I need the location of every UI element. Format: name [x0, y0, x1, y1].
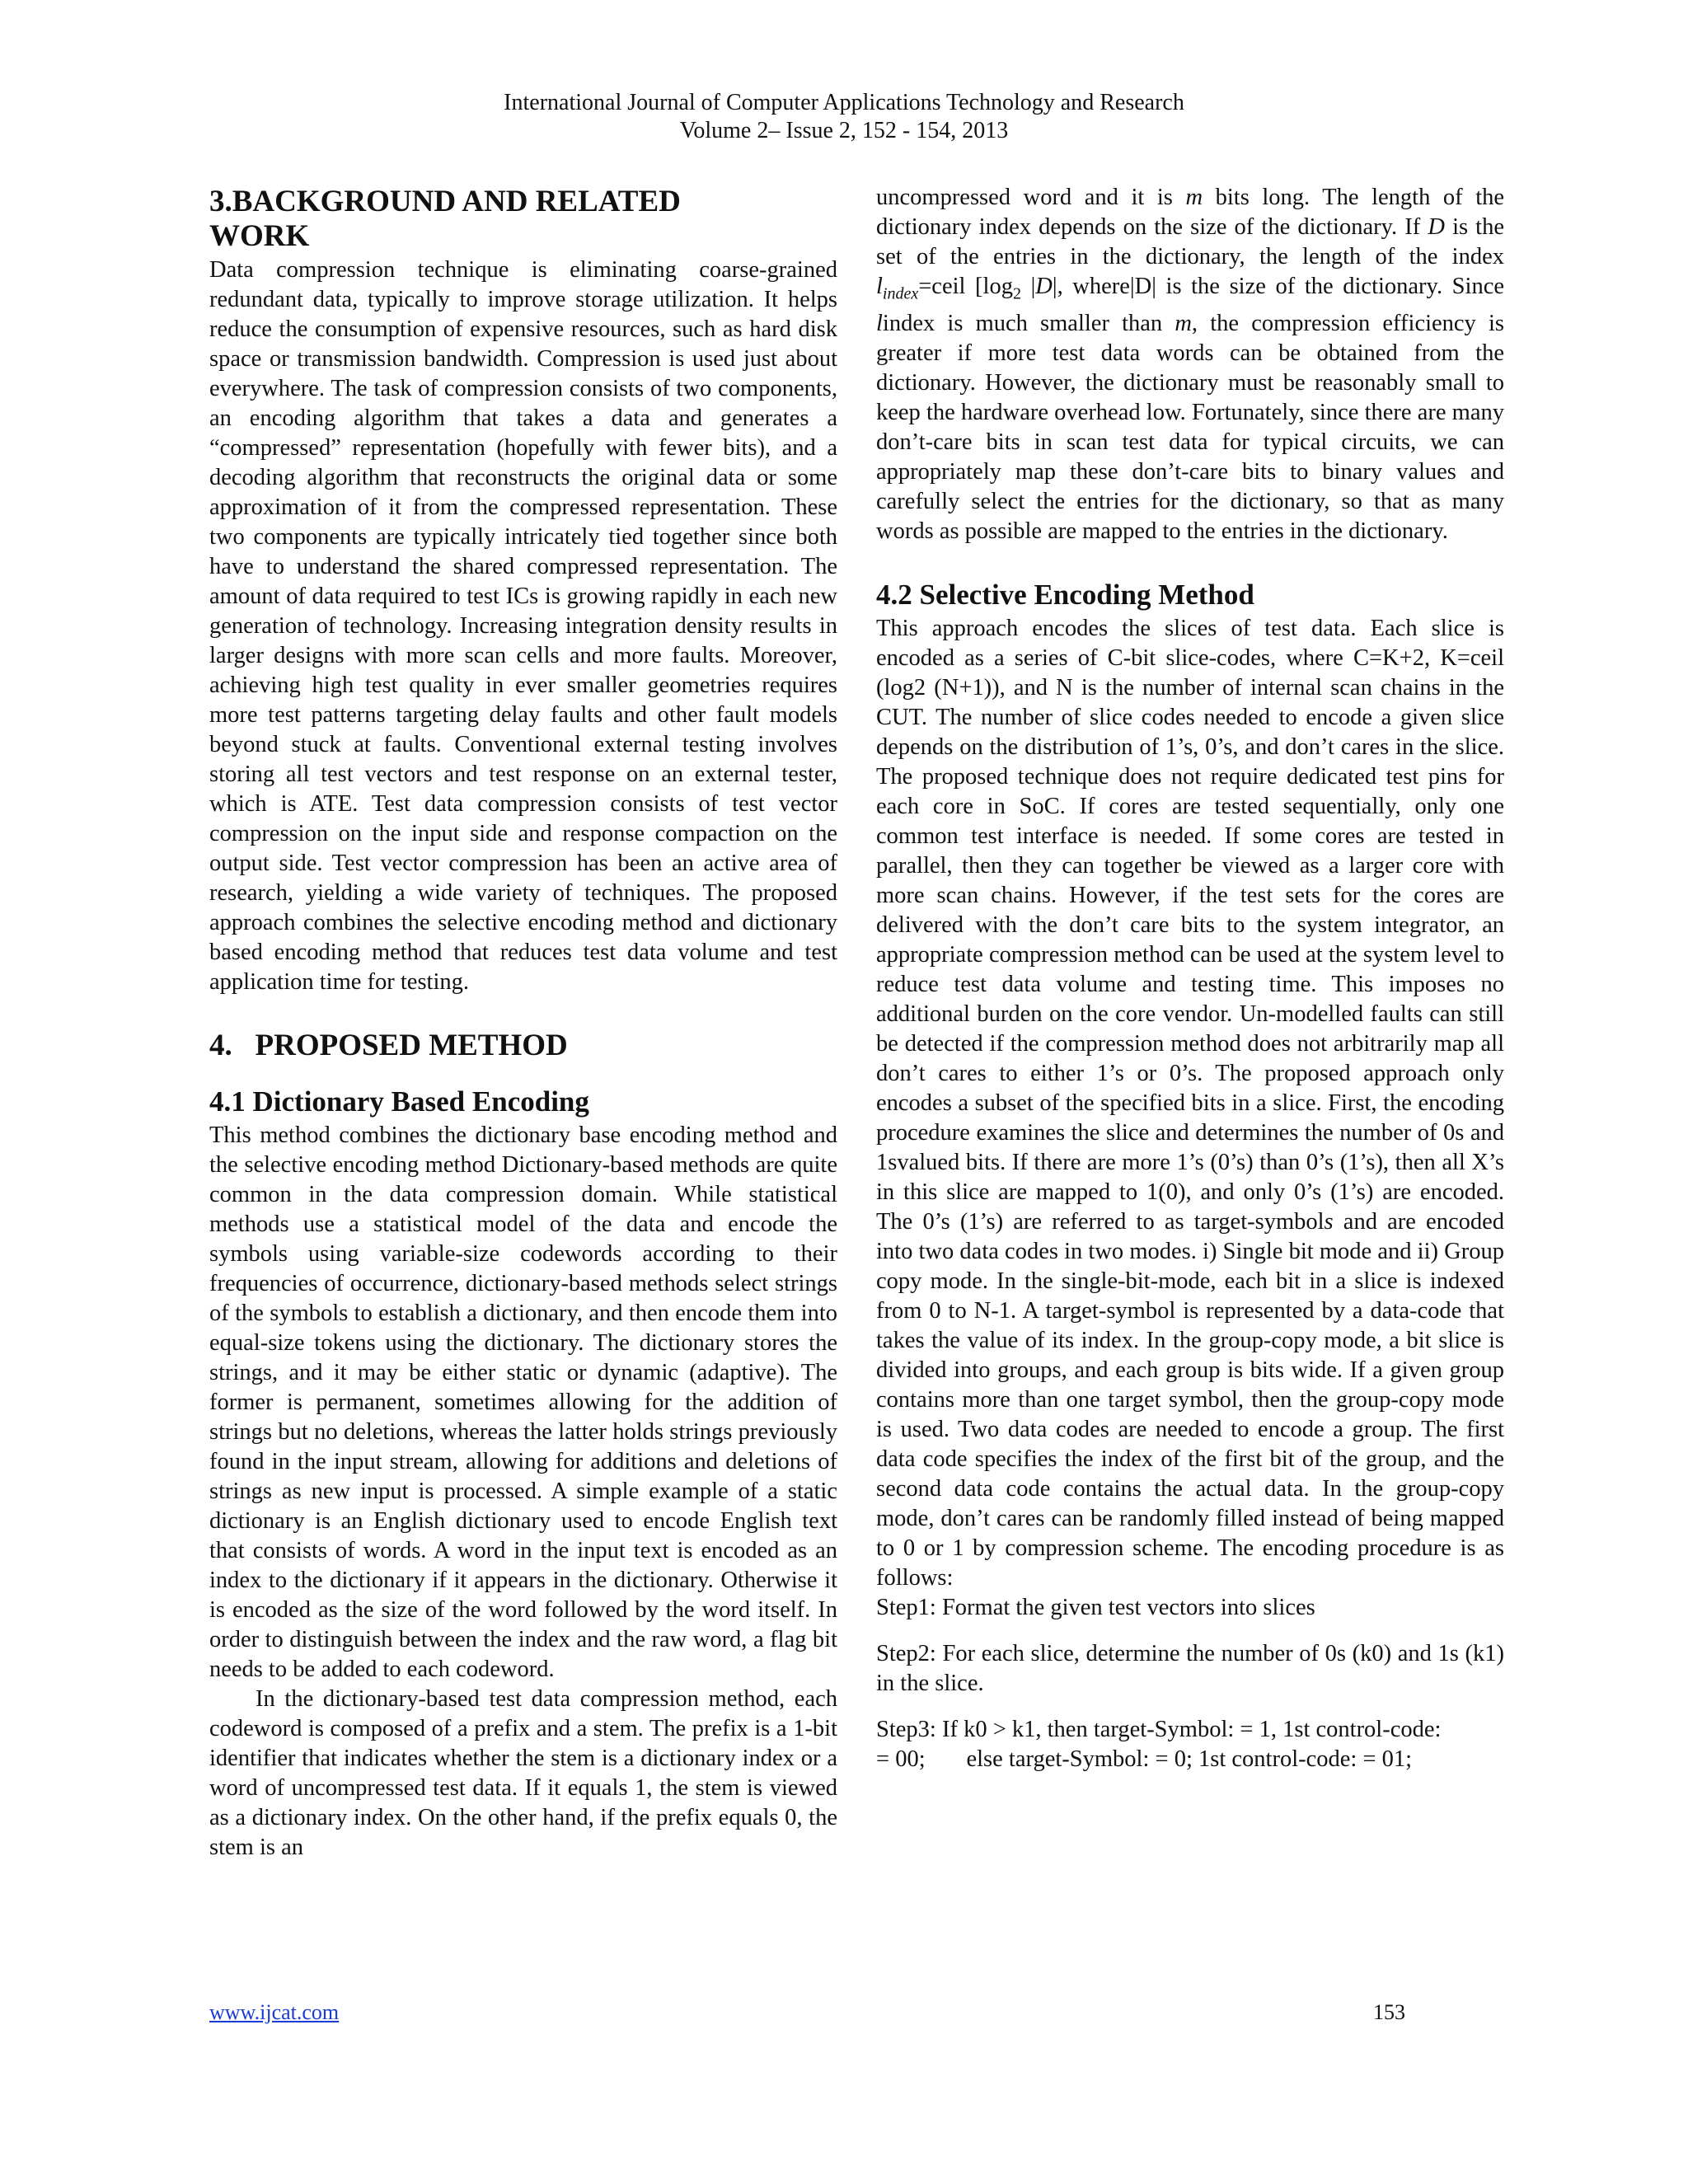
- website-link[interactable]: www.ijcat.com: [209, 2000, 340, 2024]
- page-header: [0, 89, 1688, 145]
- left-column: [209, 183, 837, 1863]
- dictionary-paragraph-1: This method combines the dictionary base encoding method and the selective encoding method Dictionary-based methods are quite common in the data compression domain. While statistical methods use a statistical model of the data and encode the symbols using variable-size codewords according to their frequencies of occurrence, dictionary-based methods select strings of the symbols to establish a dictionary, and then encode them into equal-size tokens using the dictionary. The dictionary stores the strings, and it may be either static or dynamic (adaptive). The former is permanent, sometimes allowing for the addition of strings but no deletions, whereas the latter holds strings previously found in the input stream, allowing for additions and deletions of strings as new input is processed. A simple example of a static dictionary is an English dictionary used to encode English text that consists of words. A word in the input text is encoded as an index to the dictionary if it appears in the dictionary. Otherwise it is encoded as the size of the word followed by the word itself. In order to distinguish between the index and the raw word, a flag bit needs to be added to each codeword.: [209, 1122, 837, 1682]
- right-column: [876, 183, 1504, 1774]
- section-heading-proposed-method: 4. PROPOSED METHOD: [209, 1029, 568, 1062]
- journal-volume: Volume 2– Issue 2, 152 - 154, 2013: [679, 118, 1009, 143]
- subsection-heading-dictionary: 4.1 Dictionary Based Encoding: [209, 1085, 589, 1118]
- dictionary-paragraph-2: In the dictionary-based test data compression method, each codeword is composed of a prefix and a stem. The prefix is a 1-bit identifier that indicates whether the stem is a dictionary index or a word of uncompressed test data. If it equals 1, the stem is viewed as a dictionary index. On the other hand, if the prefix equals 0, the stem is an: [209, 1686, 837, 1860]
- section-heading-background: 3.BACKGROUND AND RELATED WORK: [209, 185, 681, 253]
- background-paragraph: Data compression technique is eliminating coarse-grained redundant data, typically to improve storage utilization. It helps reduce the consumption of expensive resources, such as hard disk space or transmission bandwidth. Compression is used just about everywhere. The task of compression consists of two components, an encoding algorithm that takes a data and generates a “compressed” representation (hopefully with fewer bits), and a decoding algorithm that reconstructs the original data or some approximation of it from the compressed representation. These two components are typically intricately tied together since both have to understand the shared compressed representation. The amount of data required to test ICs is growing rapidly in each new generation of technology. Increasing integration density results in larger designs with more scan cells and more faults. Moreover, achieving high test quality in ever smaller geometries requires more test patterns targeting delay faults and other fault models beyond stuck at faults. Conventional external testing involves storing all test vectors and test response on an external tester, which is ATE. Test data compression consists of test vector compression on the input side and response compaction on the output side. Test vector compression has been an active area of research, yielding a wide variety of techniques. The proposed approach combines the selective encoding method and dictionary based encoding method that reduces test data volume and test application time for testing.: [209, 257, 837, 995]
- dictionary-paragraph-continued: uncompressed word and it is m bits long. The length of the dictionary index depends on the size of the dictionary. If D is the set of the entries in the dictionary, the length of the index $l_{index}=ceil$ [$\log_2$ |D|, where|D| is the size of the dictionary. Since lindex is much smaller than m, the compression efficiency is greater if more test data words can be obtained from the dictionary. However, the dictionary must be reasonably small to keep the hardware overhead low. Fortunately, since there are many don’t-care bits in scan test data for typical circuits, we can appropriately map these don’t-care bits to binary values and carefully select the entries for the dictionary, so that as many words as possible are mapped to the entries in the dictionary.: [876, 185, 1505, 544]
- step-3: Step3: If k0 > k1, then target-Symbol: = 1, 1st control-code: = 00; else target-Symbol: = 0; 1st control-code: = 01;: [876, 1716, 1442, 1772]
- page-number: 153: [1373, 2000, 1405, 2024]
- step-2: Step2: For each slice, determine the number of 0s (k0) and 1s (k1) in the slice.: [876, 1640, 1504, 1696]
- step-1: Step1: Format the given test vectors into slices: [876, 1594, 1315, 1620]
- subsection-heading-selective: 4.2 Selective Encoding Method: [876, 578, 1254, 611]
- selective-paragraph: This approach encodes the slices of test data. Each slice is encoded as a series of C-bit slice-codes, where C=K+2, K=ceil (log2 (N+1)), and N is the number of internal scan chains in the CUT. The number of slice codes needed to encode a given slice depends on the distribution of 1’s, 0’s, and don’t cares in the slice. The proposed technique does not require dedicated test pins for each core in SoC. If cores are tested sequentially, only one common test interface is needed. If some cores are tested in parallel, then they can together be viewed as a larger core with more scan chains. However, if the test sets for the cores are delivered with the don’t care bits to the system integrator, an appropriate compression method can be used at the system level to reduce test data volume and testing time. This imposes no additional burden on the core vendor. Un-modelled faults can still be detected if the compression method does not arbitrarily map all don’t cares to either 1’s or 0’s. The proposed approach only encodes a subset of the specified bits in a slice. First, the encoding procedure examines the slice and determines the number of 0s and 1svalued bits. If there are more 1’s (0’s) than 0’s (1’s), then all X’s in this slice are mapped to 1(0), and only 0’s (1’s) are encoded. The 0’s (1’s) are referred to as target-symbols and are encoded into two data codes in two modes. i) Single bit mode and ii) Group copy mode. In the single-bit-mode, each bit in a slice is indexed from 0 to N-1. A target-symbol is represented by a data-code that takes the value of its index. In the group-copy mode, a bit slice is divided into groups, and each group is bits wide. If a given group contains more than one target symbol, then the group-copy mode is used. Two data codes are needed to encode a group. The first data code specifies the index of the first bit of the group, and the second data code contains the actual data. In the group-copy mode, don’t cares can be randomly filled instead of being mapped to 0 or 1 by compression scheme. The encoding procedure is as follows:: [876, 615, 1504, 1591]
- journal-title: International Journal of Computer Applications Technology and Research: [504, 90, 1184, 115]
